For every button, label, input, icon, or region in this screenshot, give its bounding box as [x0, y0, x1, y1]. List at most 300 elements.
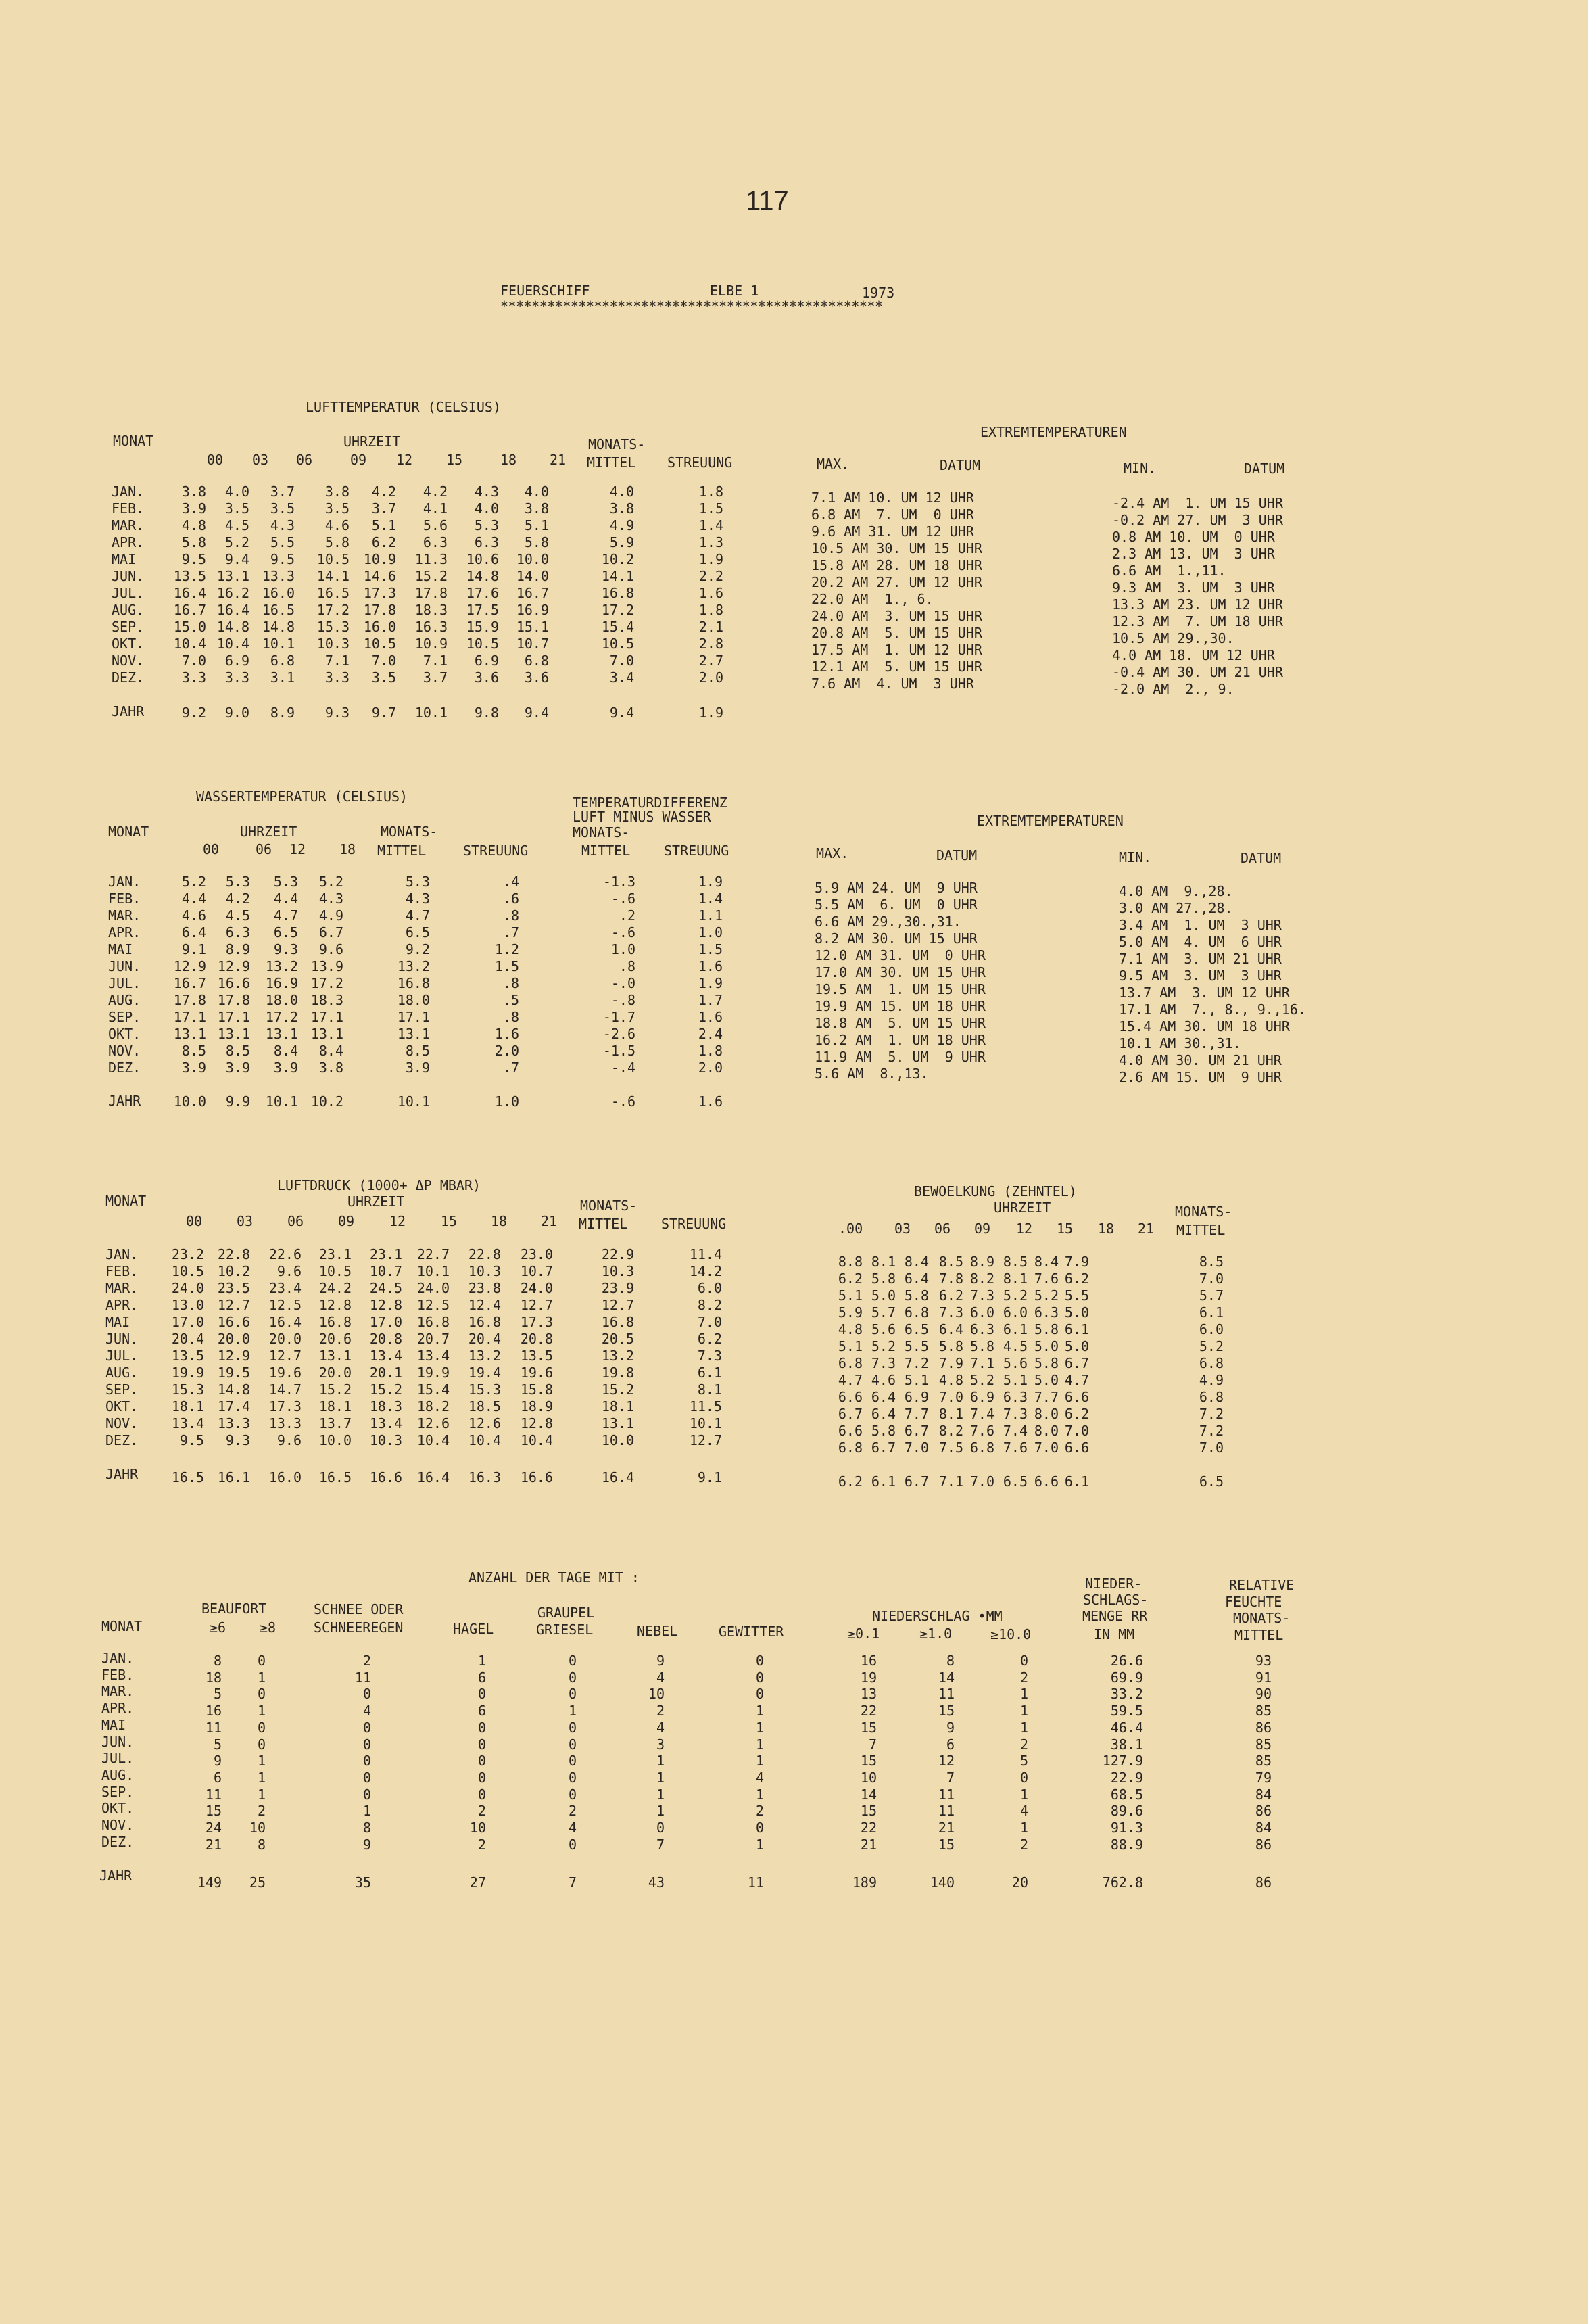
- t2-month-label: DEZ.: [108, 1060, 141, 1076]
- t1-cell: 10.9: [414, 636, 448, 652]
- t3-cell: 24.5: [369, 1280, 402, 1296]
- bew-cell: 6.9: [904, 1389, 929, 1405]
- t2-cell: -.6: [610, 891, 635, 907]
- t4-cell: 0: [477, 1753, 486, 1770]
- bew-cell: 6.0: [1199, 1321, 1224, 1337]
- t3-cell: 18.3: [369, 1398, 402, 1415]
- t2-cell: 5.3: [273, 874, 298, 890]
- t2-cell: 5.2: [181, 874, 206, 890]
- t4-cell: 59.5: [1110, 1703, 1143, 1720]
- bew-cell: 6.6: [838, 1389, 863, 1405]
- t1-month-label: APR.: [112, 534, 145, 550]
- t1-min-row: 2.3 AM 13. UM 3 UHR: [1112, 546, 1275, 562]
- t4-cell: 4: [755, 1769, 764, 1786]
- bew-cell: 8.2: [938, 1423, 963, 1439]
- t4-rr-header-3: MENGE RR: [1082, 1608, 1148, 1624]
- t1-cell: 9.5: [270, 551, 295, 567]
- t3-cell: 14.8: [217, 1381, 250, 1398]
- t1-cell: 15.0: [173, 619, 206, 635]
- t4-cell: 21: [205, 1836, 222, 1853]
- t4-cell: 1: [257, 1753, 266, 1770]
- page-number: 117: [746, 186, 789, 216]
- t3-cell: 19.6: [520, 1365, 553, 1381]
- t4-cell: 5: [1019, 1753, 1028, 1770]
- t4-hagel-header: HAGEL: [453, 1621, 494, 1637]
- t4-cell: 0: [568, 1753, 577, 1770]
- t1-cell: 3.7: [270, 483, 295, 500]
- bew-cell: 7.6: [1003, 1440, 1028, 1456]
- t4-cell: 14: [860, 1786, 877, 1803]
- t4-cell: 84: [1255, 1786, 1272, 1803]
- t3-cell: 17.0: [171, 1314, 204, 1330]
- t2-min-row: 3.4 AM 1. UM 3 UHR: [1119, 917, 1282, 933]
- t1-min-row: 0.8 AM 10. UM 0 UHR: [1112, 529, 1275, 545]
- t4-cell: 4: [362, 1703, 371, 1720]
- bew-cell: 7.2: [1199, 1423, 1224, 1439]
- bew-cell: 6.7: [904, 1423, 929, 1439]
- t2-cell: 1.6: [494, 1026, 519, 1042]
- t3-cell: 13.4: [369, 1415, 402, 1431]
- t4-cell: 4: [656, 1719, 665, 1736]
- t4-cell: 38.1: [1110, 1736, 1143, 1753]
- t4-cell: 91: [1255, 1669, 1272, 1686]
- t3-cell: 22.7: [416, 1246, 450, 1262]
- bew-mittel-header-2: MITTEL: [1176, 1222, 1226, 1238]
- bew-cell: 4.8: [938, 1372, 963, 1388]
- t4-cell: 84: [1255, 1820, 1272, 1836]
- bew-cell: 7.7: [1034, 1389, 1059, 1405]
- t3-cell: 24.0: [520, 1280, 553, 1296]
- bew-cell: 5.8: [1034, 1321, 1059, 1337]
- t1-max-row: 22.0 AM 1., 6.: [811, 591, 934, 607]
- t1-cell: 11.3: [414, 551, 448, 567]
- bew-cell: 7.8: [938, 1271, 963, 1287]
- t1-cell: 2.0: [698, 669, 723, 686]
- t2-hour-header: 06: [256, 841, 272, 857]
- t3-cell: 12.4: [468, 1297, 501, 1313]
- t2-cell: .4: [502, 874, 519, 890]
- t1-min-row: 12.3 AM 7. UM 18 UHR: [1112, 613, 1283, 630]
- bew-cell: 8.1: [1003, 1271, 1028, 1287]
- t4-cell: 2: [568, 1803, 577, 1820]
- t3-cell: 16.8: [416, 1314, 450, 1330]
- t4-cell: 0: [257, 1736, 266, 1753]
- t1-cell: 5.2: [224, 534, 249, 550]
- t2-cell: 13.9: [310, 958, 343, 974]
- t3-cell: 20.4: [468, 1331, 501, 1347]
- t1-year-cell: 10.1: [414, 705, 448, 721]
- bew-cell: 6.4: [938, 1321, 963, 1337]
- t4-cell: 2: [1019, 1836, 1028, 1853]
- bew-cell: 5.7: [1199, 1287, 1224, 1304]
- t2-year-cell: 10.2: [310, 1093, 343, 1110]
- t4-cell: 4: [1019, 1803, 1028, 1820]
- t3-cell: 10.2: [217, 1263, 250, 1279]
- t3-cell: 18.2: [416, 1398, 450, 1415]
- t2-cell: 13.2: [265, 958, 298, 974]
- t4-cell: 7: [868, 1736, 877, 1753]
- t3-cell: 23.2: [171, 1246, 204, 1262]
- t1-cell: 6.9: [224, 653, 249, 669]
- t2-cell: 4.5: [225, 907, 250, 924]
- t4-cell: 18: [205, 1669, 222, 1686]
- t2-max-row: 8.2 AM 30. UM 15 UHR: [815, 930, 978, 947]
- t4-cell: 0: [568, 1836, 577, 1853]
- t4-cell: 1: [656, 1753, 665, 1770]
- t1-cell: 15.4: [601, 619, 634, 635]
- t4-n100-header: ≥10.0: [990, 1626, 1032, 1642]
- t1-cell: 3.8: [324, 483, 350, 500]
- t2-cell: 6.5: [273, 924, 298, 941]
- t1-cell: 1.8: [698, 602, 723, 618]
- t4-cell: 33.2: [1110, 1686, 1143, 1703]
- t3-cell: 10.7: [369, 1263, 402, 1279]
- bew-cell: 7.0: [1199, 1271, 1224, 1287]
- t2-cell: 9.2: [405, 941, 430, 957]
- t2-cell: 17.1: [310, 1009, 343, 1025]
- t2-year-cell: 10.0: [173, 1093, 206, 1110]
- t1-cell: 15.9: [466, 619, 499, 635]
- t4-cell: 4: [656, 1669, 665, 1686]
- t4-cell: 0: [755, 1820, 764, 1836]
- t4-cell: 0: [568, 1719, 577, 1736]
- bew-cell: 6.8: [1199, 1389, 1224, 1405]
- t4-cell: 1: [755, 1703, 764, 1720]
- t4-cell: 85: [1255, 1736, 1272, 1753]
- t1-cell: 7.1: [423, 653, 448, 669]
- t1-cell: 7.0: [371, 653, 396, 669]
- bew-cell: 4.7: [1064, 1372, 1089, 1388]
- t2-cell: 1.1: [698, 907, 723, 924]
- t2-cell: 2.0: [494, 1043, 519, 1059]
- t4-cell: 0: [257, 1719, 266, 1736]
- t1-cell: 10.1: [262, 636, 295, 652]
- bew-year-cell: 6.2: [838, 1473, 863, 1490]
- t1-year-cell: 9.0: [224, 705, 249, 721]
- t4-cell: 7: [946, 1769, 955, 1786]
- t1-uhrzeit-header: UHRZEIT: [343, 433, 401, 450]
- t3-cell: 15.3: [171, 1381, 204, 1398]
- t4-cell: 1: [656, 1803, 665, 1820]
- bew-cell: 5.2: [1199, 1338, 1224, 1354]
- t2-uhrzeit-header: UHRZEIT: [240, 824, 297, 840]
- t3-cell: 12.7: [689, 1432, 722, 1448]
- t2-min-row: 3.0 AM 27.,28.: [1119, 900, 1233, 916]
- t2-cell: 9.3: [273, 941, 298, 957]
- t2-cell: 9.6: [318, 941, 343, 957]
- t3-cell: 12.7: [520, 1297, 553, 1313]
- t2-hour-header: 12: [289, 841, 306, 857]
- t3-cell: 19.9: [171, 1365, 204, 1381]
- t2-cell: 16.7: [173, 975, 206, 991]
- bew-cell: 6.2: [1064, 1271, 1089, 1287]
- t1-month-label: AUG.: [112, 602, 145, 618]
- t3-cell: 20.0: [217, 1331, 250, 1347]
- t4-year-cell: 7: [568, 1874, 577, 1891]
- t3-cell: 9.6: [276, 1263, 302, 1279]
- t3-cell: 22.9: [601, 1246, 634, 1262]
- t3-cell: 6.2: [697, 1331, 722, 1347]
- t1-cell: 9.4: [224, 551, 249, 567]
- bew-cell: 7.6: [1034, 1271, 1059, 1287]
- t3-cell: 24.2: [318, 1280, 352, 1296]
- t2-cell: 13.1: [397, 1026, 430, 1042]
- t1-month-label: OKT.: [112, 636, 145, 652]
- bew-cell: 5.8: [904, 1287, 929, 1304]
- t2-cell: 5.3: [405, 874, 430, 890]
- t3-cell: 10.1: [416, 1263, 450, 1279]
- t1-cell: 17.3: [363, 585, 396, 601]
- t3-cell: 13.4: [171, 1415, 204, 1431]
- t2-diff-header-5: STREUUNG: [664, 843, 729, 859]
- t3-cell: 19.9: [416, 1365, 450, 1381]
- t2-month-label: APR.: [108, 924, 141, 941]
- t1-max-row: 7.6 AM 4. UM 3 UHR: [811, 675, 974, 692]
- bew-cell: 6.4: [871, 1389, 896, 1405]
- t4-cell: 11: [205, 1719, 222, 1736]
- t4-schnee-header-2: SCHNEEREGEN: [314, 1619, 404, 1636]
- t3-cell: 9.6: [276, 1432, 302, 1448]
- t2-cell: 3.9: [273, 1060, 298, 1076]
- t4-cell: 13: [860, 1686, 877, 1703]
- t1-cell: 3.3: [181, 669, 206, 686]
- t1-year-cell: 9.2: [181, 705, 206, 721]
- t3-cell: 20.1: [369, 1365, 402, 1381]
- t4-cell: 8: [362, 1820, 371, 1836]
- t3-cell: 10.0: [318, 1432, 352, 1448]
- t2-cell: 3.9: [225, 1060, 250, 1076]
- t4-cell: 2: [1019, 1736, 1028, 1753]
- t3-cell: 13.5: [520, 1348, 553, 1364]
- t1-min-row: 10.5 AM 29.,30.: [1112, 630, 1234, 646]
- t4-cell: 2: [362, 1653, 371, 1669]
- t1-hour-header: 03: [252, 452, 269, 468]
- t3-cell: 15.3: [468, 1381, 501, 1398]
- t2-cell: -2.6: [602, 1026, 635, 1042]
- t3-cell: 12.7: [217, 1297, 250, 1313]
- t4-n10-header: ≥1.0: [919, 1626, 953, 1642]
- t3-cell: 20.8: [520, 1331, 553, 1347]
- t1-cell: 16.4: [216, 602, 249, 618]
- t3-mittel-header-2: MITTEL: [579, 1216, 628, 1232]
- bew-cell: 8.4: [904, 1254, 929, 1270]
- t2-cell: 16.9: [265, 975, 298, 991]
- t1-cell: 16.3: [414, 619, 448, 635]
- t3-cell: 17.0: [369, 1314, 402, 1330]
- bew-hour-header: 09: [974, 1220, 991, 1237]
- t4-bf6-header: ≥6: [210, 1619, 226, 1636]
- bew-cell: 6.3: [1003, 1389, 1028, 1405]
- t2-min-row: 13.7 AM 3. UM 12 UHR: [1119, 985, 1290, 1001]
- t4-year-cell: 27: [469, 1874, 486, 1891]
- t1-cell: 6.2: [371, 534, 396, 550]
- t3-cell: 17.3: [520, 1314, 553, 1330]
- t3-year-cell: 16.5: [318, 1469, 352, 1486]
- t4-cell: 1: [257, 1769, 266, 1786]
- t1-hour-header: 18: [500, 452, 517, 468]
- t3-cell: 16.8: [601, 1314, 634, 1330]
- bew-cell: 5.8: [938, 1338, 963, 1354]
- t4-year-cell: 20: [1011, 1874, 1028, 1891]
- t4-month-label: MAI: [101, 1716, 126, 1733]
- t2-cell: -.0: [610, 975, 635, 991]
- t1-cell: 6.3: [474, 534, 499, 550]
- t4-cell: 1: [257, 1669, 266, 1686]
- bew-cell: 6.6: [1064, 1440, 1089, 1456]
- t1-max-row: 20.2 AM 27. UM 12 UHR: [811, 574, 982, 590]
- t1-cell: 10.5: [601, 636, 634, 652]
- t1-cell: 14.1: [316, 568, 350, 584]
- t4-cell: 26.6: [1110, 1653, 1143, 1669]
- t4-rf-header-3: MONATS-: [1233, 1610, 1291, 1626]
- t4-title: ANZAHL DER TAGE MIT :: [468, 1569, 640, 1586]
- t1-cell: 7.0: [181, 653, 206, 669]
- t2-max-row: 18.8 AM 5. UM 15 UHR: [815, 1015, 986, 1031]
- t2-year-cell: 1.6: [698, 1093, 723, 1110]
- t2-cell: 1.5: [698, 941, 723, 957]
- t4-month-label: NOV.: [101, 1817, 135, 1833]
- t1-cell: 16.5: [316, 585, 350, 601]
- t4-rr-header-2: SCHLAGS-: [1083, 1592, 1149, 1608]
- bew-cell: 7.0: [938, 1389, 963, 1405]
- t3-cell: 19.8: [601, 1365, 634, 1381]
- t2-cell: 17.1: [397, 1009, 430, 1025]
- t3-cell: 7.0: [697, 1314, 722, 1330]
- t1-cell: 1.9: [698, 551, 723, 567]
- t4-cell: 0: [362, 1686, 371, 1703]
- t2-cell: 4.4: [181, 891, 206, 907]
- t4-month-label: DEZ.: [101, 1833, 135, 1850]
- t1-cell: 16.8: [601, 585, 634, 601]
- bew-cell: 6.9: [969, 1389, 994, 1405]
- t1-cell: 4.0: [609, 483, 634, 500]
- t4-cell: 1: [1019, 1820, 1028, 1836]
- t1-mittel-header-1: MONATS-: [588, 436, 646, 452]
- bew-cell: 7.5: [938, 1440, 963, 1456]
- t1-cell: 9.5: [181, 551, 206, 567]
- t1-cell: 13.5: [173, 568, 206, 584]
- bew-cell: 5.8: [1034, 1355, 1059, 1371]
- bew-year-cell: 6.5: [1199, 1473, 1224, 1490]
- t2-cell: 1.6: [698, 958, 723, 974]
- bew-cell: 4.7: [838, 1372, 863, 1388]
- t3-cell: 13.0: [171, 1297, 204, 1313]
- t1-cell: 2.8: [698, 636, 723, 652]
- t2-cell: 12.9: [173, 958, 206, 974]
- t2-cell: 13.1: [217, 1026, 250, 1042]
- t4-cell: 0: [362, 1753, 371, 1770]
- t1-max-row: 9.6 AM 31. UM 12 UHR: [811, 523, 974, 540]
- t2-mittel-header-2: MITTEL: [377, 843, 427, 859]
- t4-cell: 10: [648, 1686, 665, 1703]
- t2-cell: 8.4: [273, 1043, 298, 1059]
- bew-cell: 6.0: [969, 1304, 994, 1321]
- t4-nebel-header: NEBEL: [637, 1623, 678, 1639]
- t3-title: LUFTDRUCK (1000+ ΔP MBAR): [277, 1177, 481, 1193]
- t2-month-label: JUL.: [108, 975, 141, 991]
- t1-cell: 10.7: [516, 636, 549, 652]
- t2-max-row: 6.6 AM 29.,30.,31.: [815, 914, 961, 930]
- t3-cell: 9.3: [225, 1432, 250, 1448]
- t1-cell: 4.0: [474, 500, 499, 517]
- t4-cell: 0: [257, 1653, 266, 1669]
- t2-cell: 6.4: [181, 924, 206, 941]
- t4-year-cell: 35: [354, 1874, 371, 1891]
- bew-cell: 6.4: [871, 1406, 896, 1422]
- t2-streuung-header: STREUUNG: [463, 843, 529, 859]
- bew-cell: 4.8: [838, 1321, 863, 1337]
- t4-n01-header: ≥0.1: [847, 1626, 880, 1642]
- t1-cell: 17.8: [414, 585, 448, 601]
- t2-cell: 13.2: [397, 958, 430, 974]
- bew-cell: 8.0: [1034, 1406, 1059, 1422]
- t2-cell: .7: [502, 924, 519, 941]
- bew-cell: 7.7: [904, 1406, 929, 1422]
- bew-year-cell: 6.7: [904, 1473, 929, 1490]
- t2-min-header: MIN.: [1119, 849, 1152, 865]
- t4-cell: 0: [477, 1686, 486, 1703]
- t1-min-row: 6.6 AM 1.,11.: [1112, 563, 1226, 579]
- t4-cell: 2: [755, 1803, 764, 1820]
- bew-cell: 5.0: [871, 1287, 896, 1304]
- t4-month-label: AUG.: [101, 1766, 135, 1783]
- t2-title: WASSERTEMPERATUR (CELSIUS): [196, 788, 408, 805]
- t2-cell: 16.8: [397, 975, 430, 991]
- t4-cell: 24: [205, 1820, 222, 1836]
- t2-cell: 1.4: [698, 891, 723, 907]
- t4-year-cell: 140: [930, 1874, 955, 1891]
- t1-cell: 10.6: [466, 551, 499, 567]
- t1-cell: 10.3: [316, 636, 350, 652]
- t4-cell: 0: [1019, 1653, 1028, 1669]
- t2-cell: 1.7: [698, 992, 723, 1008]
- t2-cell: 4.2: [225, 891, 250, 907]
- t2-month-label: FEB.: [108, 891, 141, 907]
- t3-cell: 16.8: [468, 1314, 501, 1330]
- t3-cell: 19.5: [217, 1365, 250, 1381]
- t3-year-cell: 16.4: [416, 1469, 450, 1486]
- t4-year-cell: 43: [648, 1874, 665, 1891]
- t1-min-header: MIN.: [1124, 460, 1157, 476]
- bew-cell: 5.5: [1064, 1287, 1089, 1304]
- t1-hour-header: 06: [296, 452, 313, 468]
- t1-cell: 16.0: [363, 619, 396, 635]
- t4-rf-header-2: FEUCHTE: [1225, 1594, 1282, 1610]
- bew-cell: 7.3: [938, 1304, 963, 1321]
- t1-cell: 5.6: [423, 517, 448, 533]
- t3-cell: 15.2: [601, 1381, 634, 1398]
- t1-cell: 16.9: [516, 602, 549, 618]
- t4-month-label: JAN.: [101, 1650, 135, 1666]
- bew-hour-header: 03: [894, 1220, 911, 1237]
- bew-cell: 8.5: [1199, 1254, 1224, 1270]
- t4-cell: 91.3: [1110, 1820, 1143, 1836]
- t3-cell: 18.1: [601, 1398, 634, 1415]
- t2-cell: 17.8: [217, 992, 250, 1008]
- t4-cell: 15: [860, 1719, 877, 1736]
- t2-cell: 17.2: [310, 975, 343, 991]
- t1-month-label: DEZ.: [112, 669, 145, 686]
- t1-cell: 6.8: [270, 653, 295, 669]
- t4-cell: 0: [656, 1820, 665, 1836]
- t2-cell: 3.9: [405, 1060, 430, 1076]
- t4-cell: 11: [938, 1803, 955, 1820]
- t4-cell: 22.9: [1110, 1769, 1143, 1786]
- bew-cell: 4.6: [871, 1372, 896, 1388]
- bew-year-cell: 6.5: [1003, 1473, 1028, 1490]
- t1-cell: 10.2: [601, 551, 634, 567]
- t3-cell: 20.4: [171, 1331, 204, 1347]
